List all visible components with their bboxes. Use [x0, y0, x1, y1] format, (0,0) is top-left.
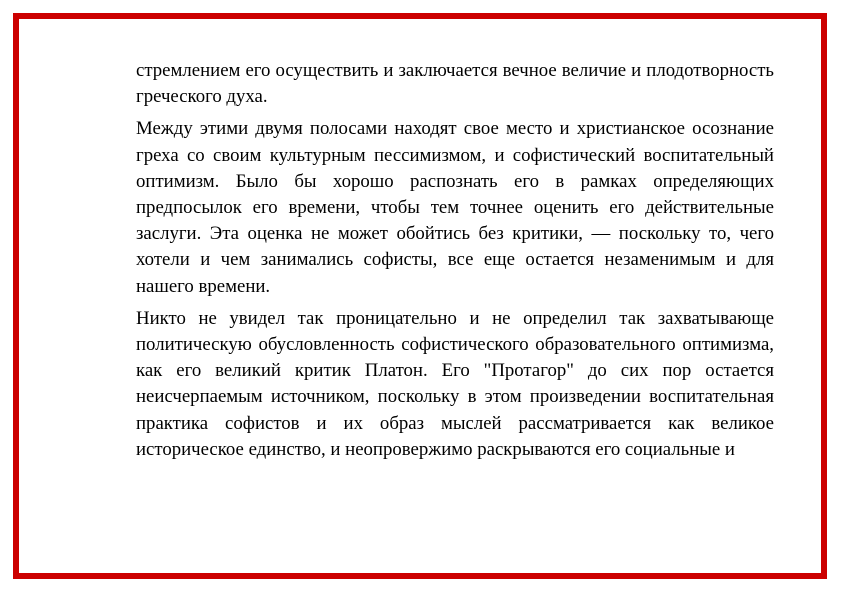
paragraph-3: Никто не увидел так проницательно и не определил так захватывающе политическую обусловленность софистического образовательного оптимизма, как его великий критик Платон. Его "Протагор" до сих пор остается неисчерпаемым источником, поскольку в этом произведении воспитательная практика софистов и их образ мыслей рассматривается как великое историческое единство, и неопровержимо раскрываются его социальные и [136, 307, 774, 460]
paragraph-1: стремлением его осуществить и заключается вечное величие и плодотворность греческого духа. [136, 60, 774, 108]
paragraph-2: Между этими двумя полосами находят свое место и христианское осознание греха со своим культурным пессимизмом, и софистический воспитательный оптимизм. Было бы хорошо распознать его в рамках определяющих предпосылок его времени, чтобы тем точнее оценить его действительные заслуги. Эта оценка не может обойтись без критики, — поскольку то, чего хотели и чем занимались софисты, все еще остается незаменимым и для нашего времени. [136, 118, 774, 297]
text-body [136, 58, 774, 469]
